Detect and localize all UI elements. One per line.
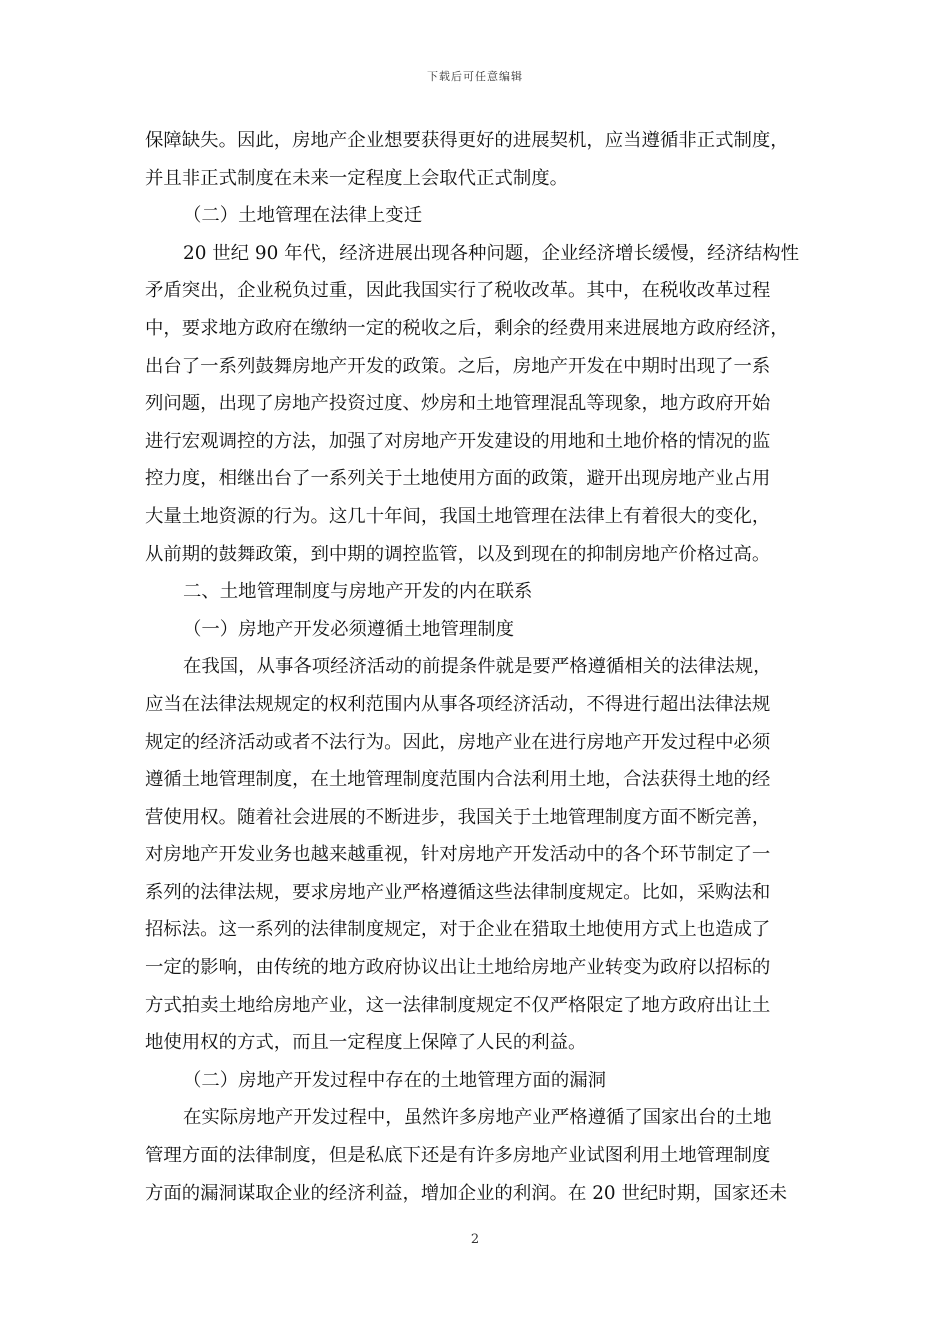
text-line: 规定的经济活动或者不法行为。因此，房地产业在进行房地产开发过程中必须 xyxy=(145,731,771,753)
section-heading: （二）土地管理在法律上变迁 xyxy=(183,205,423,227)
text-line: 进行宏观调控的方法，加强了对房地产开发建设的用地和土地价格的情况的监 xyxy=(145,430,771,452)
text-line: 列问题，出现了房地产投资过度、炒房和土地管理混乱等现象，地方政府开始 xyxy=(145,393,771,415)
text-line: 应当在法律法规规定的权利范围内从事各项经济活动，不得进行超出法律法规 xyxy=(145,693,771,715)
text-line: 大量土地资源的行为。这几十年间，我国土地管理在法律上有着很大的变化， xyxy=(145,505,771,527)
text-line: 营使用权。随着社会进展的不断进步，我国关于土地管理制度方面不断完善， xyxy=(145,806,771,828)
text-line: 在我国，从事各项经济活动的前提条件就是要严格遵循相关的法律法规， xyxy=(183,656,772,678)
text-line: 方式拍卖土地给房地产业，这一法律制度规定不仅严格限定了地方政府出让土 xyxy=(145,994,771,1016)
text-line: 从前期的鼓舞政策，到中期的调控监管，以及到现在的抑制房地产价格过高。 xyxy=(145,543,771,565)
text-line: 遵循土地管理制度，在土地管理制度范围内合法利用土地，合法获得土地的经 xyxy=(145,769,771,791)
text-line: 地使用权的方式，而且一定程度上保障了人民的利益。 xyxy=(145,1032,587,1054)
section-heading: 二、土地管理制度与房地产开发的内在联系 xyxy=(183,581,533,603)
page-number: 2 xyxy=(470,1232,480,1247)
text-line: 并且非正式制度在未来一定程度上会取代正式制度。 xyxy=(145,167,568,189)
text-line: 一定的影响，由传统的地方政府协议出让土地给房地产业转变为政府以招标的 xyxy=(145,957,771,979)
text-line: 在实际房地产开发过程中，虽然许多房地产业严格遵循了国家出台的土地 xyxy=(183,1107,772,1129)
text-line: 方面的漏洞谋取企业的经济利益，增加企业的利润。在 20 世纪时期，国家还未 xyxy=(145,1182,787,1204)
text-line: 保障缺失。因此，房地产企业想要获得更好的进展契机，应当遵循非正式制度， xyxy=(145,130,789,151)
text-line: 管理方面的法律制度，但是私底下还是有许多房地产业试图利用土地管理制度 xyxy=(145,1145,771,1167)
text-line: 系列的法律法规，要求房地产业严格遵循这些法律制度规定。比如，采购法和 xyxy=(145,881,771,903)
section-heading: （二）房地产开发过程中存在的土地管理方面的漏洞 xyxy=(183,1069,606,1091)
text-line: 出台了一系列鼓舞房地产开发的政策。之后，房地产开发在中期时出现了一系 xyxy=(145,355,771,377)
text-line: 20 世纪 90 年代，经济进展出现各种问题，企业经济增长缓慢，经济结构性 xyxy=(183,242,800,264)
text-line: 中，要求地方政府在缴纳一定的税收之后，剩余的经费用来进展地方政府经济， xyxy=(145,317,789,339)
text-line: 招标法。这一系列的法律制度规定，对于企业在猎取土地使用方式上也造成了 xyxy=(145,919,771,941)
section-heading: （一）房地产开发必须遵循土地管理制度 xyxy=(183,618,515,640)
document-body xyxy=(145,122,812,1212)
text-line: 对房地产开发业务也越来越重视，针对房地产开发活动中的各个环节制定了一 xyxy=(145,844,771,866)
page-header: 下载后可任意编辑 xyxy=(427,70,523,83)
text-line: 矛盾突出，企业税负过重，因此我国实行了税收改革。其中，在税收改革过程 xyxy=(145,280,771,302)
text-line: 控力度，相继出台了一系列关于土地使用方面的政策，避开出现房地产业占用 xyxy=(145,468,771,490)
